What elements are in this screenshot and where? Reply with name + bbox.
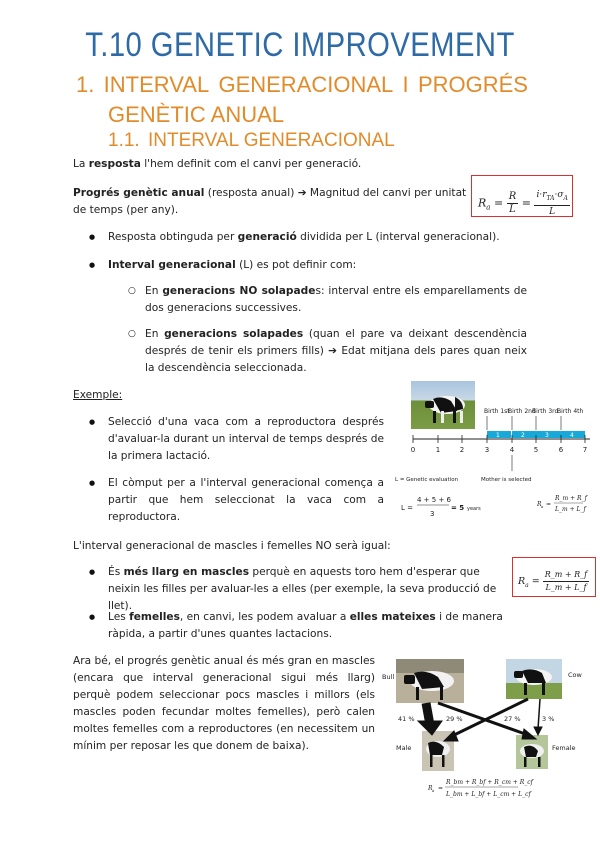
caption-left: L = Genetic evaluation: [395, 477, 459, 483]
tick-label: 6: [558, 446, 564, 454]
svg-text:a: a: [432, 788, 435, 793]
svg-text:L_m + L_f: L_m + L_f: [555, 506, 586, 513]
tick-label: 5: [533, 446, 539, 454]
segment-label: 1: [496, 432, 500, 439]
subsection-heading: [108, 130, 395, 152]
bull-photo: [396, 659, 464, 703]
pct-label: 29 %: [446, 715, 463, 723]
svg-text:a: a: [541, 504, 544, 509]
tick-label: 2: [459, 446, 465, 454]
segment-label: 2: [521, 432, 525, 439]
subsection-title: INTERVAL GENERACIONAL: [148, 130, 395, 151]
svg-text:L =: L =: [401, 504, 413, 512]
label-bull: Bull: [382, 673, 395, 681]
formula-box-ra: $R_a$ = $\frac{R}{L}$ = $\frac{i\cdot r_{TA}\cdot\sigma_A}{L}$: [471, 175, 573, 217]
svg-text:4 + 5 + 6: 4 + 5 + 6: [417, 496, 451, 504]
cow-photo: [506, 659, 562, 699]
section-word: PROGRÉS: [417, 72, 528, 97]
section-word: I: [402, 72, 409, 97]
svg-text:= 5: = 5: [451, 504, 465, 512]
formula-box-ra-sexes: $R_a$ = $\frac{R\_m + R\_f}{L\_m + L\_f}$: [512, 557, 596, 597]
pct-label: 41 %: [398, 715, 415, 723]
pct-label: 27 %: [504, 715, 521, 723]
paragraph-interval: L'interval generacional de mascles i femelles NO serà igual:: [73, 540, 391, 552]
page-title: T.10 GENETIC IMPROVEMENT: [85, 26, 515, 64]
section-number: 1.: [76, 72, 95, 97]
section-word: INTERVAL: [103, 72, 210, 97]
tick-label: 3: [484, 446, 490, 454]
tick-label: 1: [435, 446, 441, 454]
timeline-diagram: [395, 405, 595, 520]
example-label: Exemple:: [73, 389, 123, 401]
svg-text:=: =: [438, 785, 444, 792]
bullet-item: ● Interval generacional (L) es pot definir com:: [108, 257, 538, 274]
svg-text:R: R: [428, 785, 433, 792]
selection-path-diagram: [378, 655, 598, 800]
svg-text:R_bm + R_bf + R_cm + R_cf: R_bm + R_bf + R_cm + R_cf: [446, 779, 533, 786]
sub-bullet-item: ○ En generacions solapades (quan el pare va deixant descendència després de tenir els primers fills) ➔ Edat mitjana dels pares quan neix la descendència seleccionada.: [145, 326, 527, 377]
segment-label: 3: [545, 432, 549, 439]
section-word: GENERACIONAL: [218, 72, 394, 97]
svg-text:years: years: [467, 506, 481, 512]
segment-label: 4: [570, 432, 574, 439]
birth-label: Birth 4th: [557, 408, 584, 415]
section-heading: [76, 72, 528, 98]
tick-label: 0: [410, 446, 416, 454]
sub-bullet-item: ○ En generacions NO solapades: interval entre els emparellaments de dos generacions successives.: [145, 283, 527, 317]
subsection-number: 1.1.: [108, 130, 140, 151]
paragraph-resposta: La resposta l'hem definit com el canvi per generació.: [73, 158, 362, 170]
paragraph-progres-mascles: Ara bé, el progrés genètic anual és més gran en mascles (encara que interval generacional sigui més llarg) perquè podem seleccionar pocs mascles i millors (els mascles poden fecundar moltes femelles), però calen moltes femelles com a reproductores (en necessitem un mínim per reposar les que donem de baixa).: [73, 655, 375, 752]
label-male: Male: [396, 744, 412, 752]
svg-text:R_m + R_f: R_m + R_f: [555, 495, 587, 502]
svg-text:L_bm + L_bf + L_cm + L_cf: L_bm + L_bf + L_cm + L_cf: [446, 791, 531, 798]
section-heading-line2: GENÈTIC ANUAL: [108, 102, 285, 127]
svg-text:3: 3: [430, 510, 435, 518]
tick-label: 4: [509, 446, 515, 454]
label-female: Female: [552, 744, 576, 752]
svg-text:=: =: [546, 501, 552, 508]
bullet-item: ● Les femelles, en canvi, les podem avaluar a elles mateixes i de manera ràpida, a partir d'unes quantes lactacions.: [108, 609, 513, 643]
birth-label: Birth 2nd: [508, 408, 536, 415]
bullet-item: ● El còmput per a l'interval generacional comença a partir que hem seleccionat la vaca com a reproductora.: [108, 475, 384, 526]
caption-right: Mother is selected: [481, 477, 532, 483]
paragraph-progres: Progrés genètic anual (resposta anual) ➔ Magnitud del canvi per unitat de temps (per any).: [73, 187, 467, 216]
birth-label: Birth 1st: [484, 408, 510, 415]
birth-label: Birth 3rd: [532, 408, 559, 415]
svg-text:R: R: [537, 501, 542, 508]
female-calf-photo: [516, 735, 548, 769]
bullet-item: ● És més llarg en mascles perquè en aquests toro hem d'esperar que neixin les filles per avaluar-les a elles (per exemple, la seva producció de llet).: [108, 564, 513, 615]
pct-label: 3 %: [542, 715, 555, 723]
bullet-item: ● Selecció d'una vaca com a reproductora després d'avaluar-la durant un interval de temps després de la primera lactació.: [108, 414, 384, 465]
tick-label: 7: [582, 446, 588, 454]
label-cow: Cow: [568, 671, 582, 679]
bullet-item: ● Resposta obtinguda per generació dividida per L (interval generacional).: [108, 229, 538, 246]
